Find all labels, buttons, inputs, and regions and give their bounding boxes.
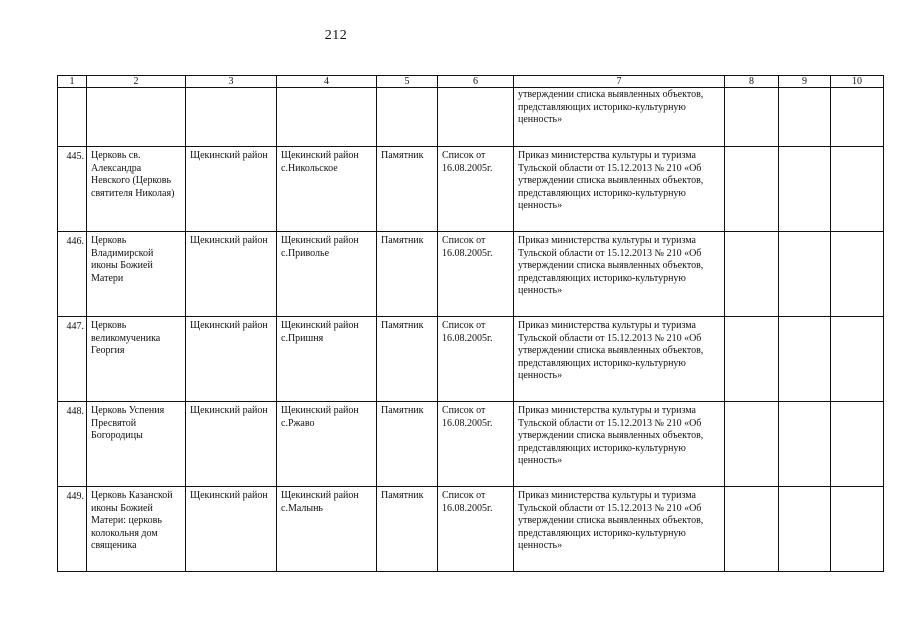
column-header-9: 9 [779, 76, 831, 88]
row-number-text: 447. [66, 321, 84, 332]
column-header-3: 3 [186, 76, 277, 88]
column-9-cell [779, 487, 831, 572]
column-8-cell [725, 147, 779, 232]
object-name: Церковь св. Александра Невского (Церковь святителя Николая) [87, 147, 186, 232]
empty-cell [438, 88, 514, 147]
order-text: Приказ министерства культуры и туризма Тульской области от 15.12.2013 № 210 «Об утверждении списка выявленных объектов, представляющих историко-культурную ценность» [514, 317, 725, 402]
column-8-cell [725, 487, 779, 572]
list-date: Список от 16.08.2005г. [438, 487, 514, 572]
page-number: 212 [324, 28, 348, 43]
object-name: Церковь Владимирской иконы Божией Матери [87, 232, 186, 317]
location: Щекинский район с.Приволье [277, 232, 377, 317]
district: Щекинский район [186, 317, 277, 402]
list-date: Список от 16.08.2005г. [438, 147, 514, 232]
list-date: Список от 16.08.2005г. [438, 317, 514, 402]
table-row [58, 147, 884, 232]
table-row [58, 317, 884, 402]
object-name: Церковь Успения Пресвятой Богородицы [87, 402, 186, 487]
district: Щекинский район [186, 487, 277, 572]
row-number [58, 232, 87, 317]
column-8-cell [725, 402, 779, 487]
column-9-cell [779, 232, 831, 317]
row-number-text: 445. [66, 151, 84, 162]
row-number [58, 317, 87, 402]
column-10-cell [831, 317, 884, 402]
column-9-cell [779, 317, 831, 402]
row-number-text: 446. [66, 236, 84, 247]
column-header-6: 6 [438, 76, 514, 88]
empty-cell [186, 88, 277, 147]
row-number-text: 448. [66, 406, 84, 417]
location: Щекинский район с.Никольское [277, 147, 377, 232]
category: Памятник [377, 487, 438, 572]
order-text: Приказ министерства культуры и туризма Тульской области от 15.12.2013 № 210 «Об утверждении списка выявленных объектов, представляющих историко-культурную ценность» [514, 402, 725, 487]
column-header-5: 5 [377, 76, 438, 88]
category: Памятник [377, 317, 438, 402]
table-row [58, 402, 884, 487]
empty-cell [377, 88, 438, 147]
category: Памятник [377, 402, 438, 487]
column-header-8: 8 [725, 76, 779, 88]
empty-cell [779, 88, 831, 147]
table-row [58, 232, 884, 317]
heritage-registry-table [57, 75, 884, 572]
object-name: Церковь Казанской иконы Божией Матери: церковь колокольня дом священика [87, 487, 186, 572]
order-text: Приказ министерства культуры и туризма Тульской области от 15.12.2013 № 210 «Об утверждении списка выявленных объектов, представляющих историко-культурную ценность» [514, 487, 725, 572]
continuation-row [58, 88, 884, 147]
row-number [58, 147, 87, 232]
location: Щекинский район с.Пришня [277, 317, 377, 402]
category: Памятник [377, 232, 438, 317]
empty-cell [725, 88, 779, 147]
order-text: Приказ министерства культуры и туризма Тульской области от 15.12.2013 № 210 «Об утверждении списка выявленных объектов, представляющих историко-культурную ценность» [514, 147, 725, 232]
list-date: Список от 16.08.2005г. [438, 402, 514, 487]
column-header-2: 2 [87, 76, 186, 88]
object-name: Церковь великомученика Георгия [87, 317, 186, 402]
column-header-10: 10 [831, 76, 884, 88]
row-number [58, 402, 87, 487]
column-10-cell [831, 487, 884, 572]
empty-cell [831, 88, 884, 147]
row-number-text: 449. [66, 491, 84, 502]
empty-cell [58, 88, 87, 147]
column-8-cell [725, 232, 779, 317]
district: Щекинский район [186, 232, 277, 317]
location: Щекинский район с.Малынь [277, 487, 377, 572]
empty-cell [277, 88, 377, 147]
column-9-cell [779, 147, 831, 232]
district: Щекинский район [186, 147, 277, 232]
empty-cell [87, 88, 186, 147]
order-text: Приказ министерства культуры и туризма Тульской области от 15.12.2013 № 210 «Об утверждении списка выявленных объектов, представляющих историко-культурную ценность» [514, 232, 725, 317]
column-header-1: 1 [58, 76, 87, 88]
column-8-cell [725, 317, 779, 402]
district: Щекинский район [186, 402, 277, 487]
column-10-cell [831, 147, 884, 232]
category: Памятник [377, 147, 438, 232]
column-10-cell [831, 402, 884, 487]
column-header-7: 7 [514, 76, 725, 88]
header-row [58, 76, 884, 88]
row-number [58, 487, 87, 572]
column-9-cell [779, 402, 831, 487]
column-10-cell [831, 232, 884, 317]
order-continuation-text: утверждении списка выявленных объектов, представляющих историко-культурную ценность» [514, 88, 725, 147]
list-date: Список от 16.08.2005г. [438, 232, 514, 317]
table-row [58, 487, 884, 572]
location: Щекинский район с.Ржаво [277, 402, 377, 487]
column-header-4: 4 [277, 76, 377, 88]
